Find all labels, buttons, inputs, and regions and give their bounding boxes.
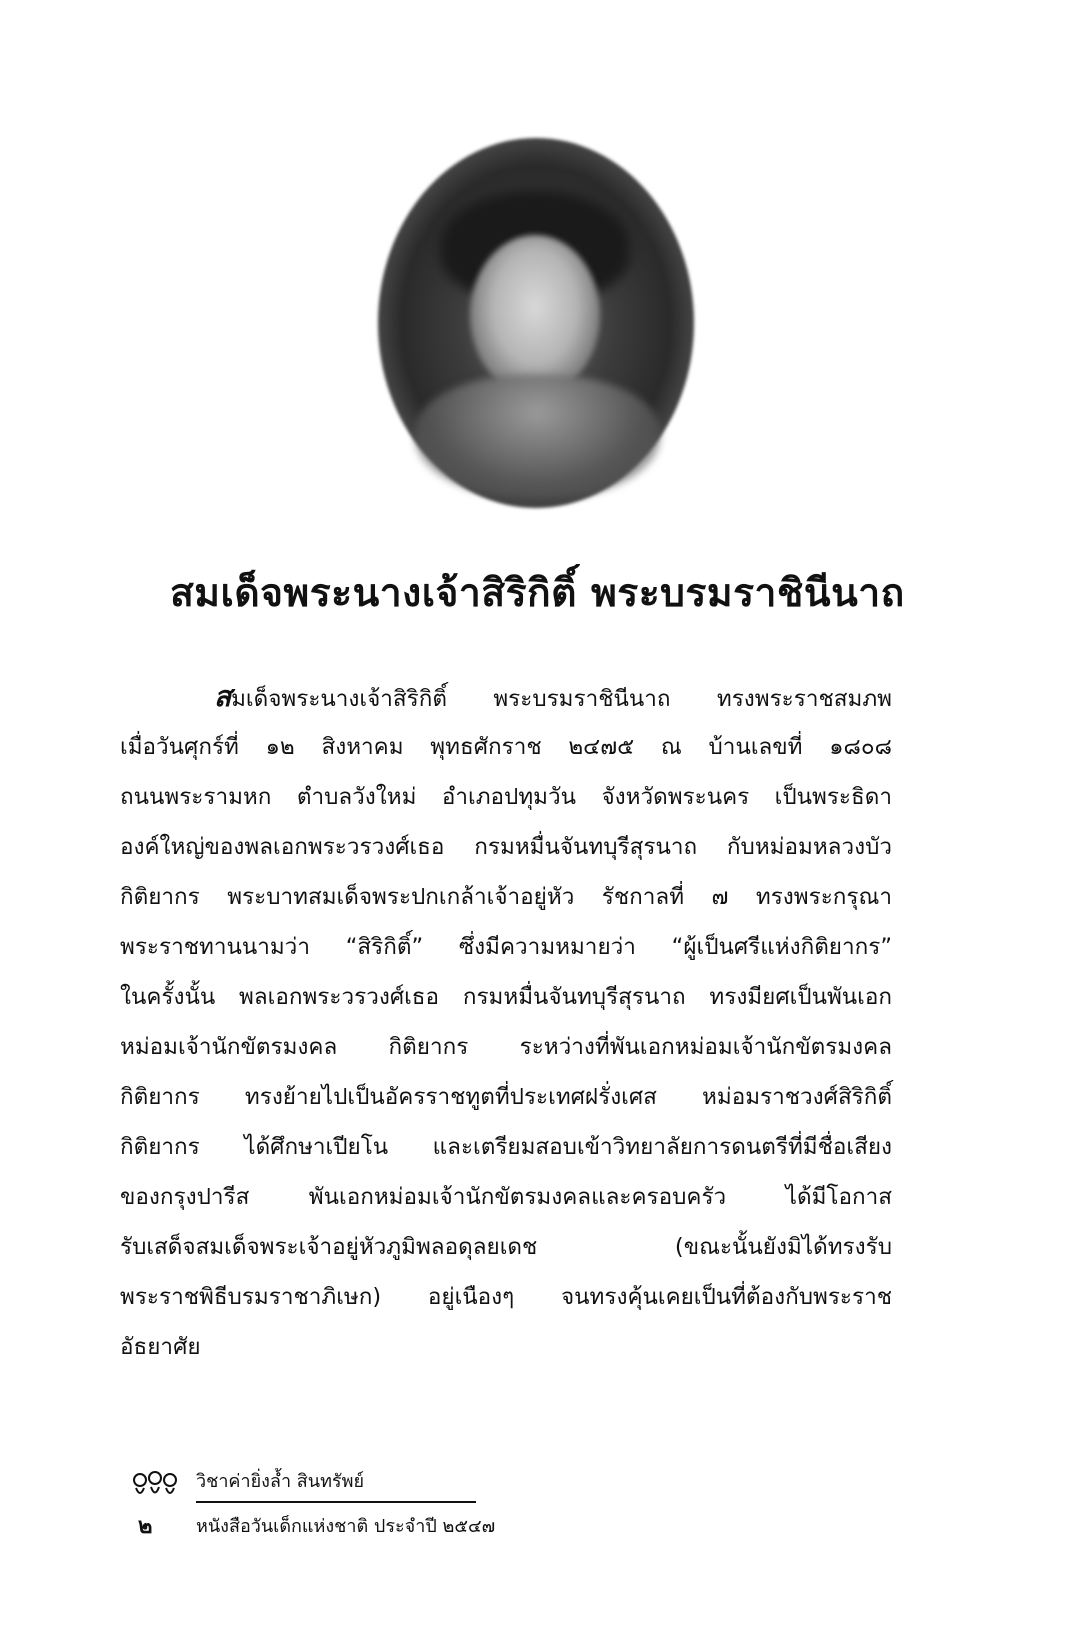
children-logo-icon [130,1470,180,1500]
body-line: ถนนพระรามหก ตำบลวังใหม่ อำเภอปทุมวัน จังหวัดพระนคร เป็นพระธิดา [120,784,892,810]
body-line-text: มเด็จพระนางเจ้าสิริกิติ์ พระบรมราชินีนาถ ทรงพระราชสมภพ [231,686,892,712]
body-line: เมื่อวันศุกร์ที่ ๑๒ สิงหาคม พุทธศักราช ๒๔๗๕ ณ บ้านเลขที่ ๑๘๐๘ [120,734,892,760]
body-line: อัธยาศัย [120,1334,201,1360]
body-line: กิติยากร ทรงย้ายไปเป็นอัครราชทูตที่ประเทศฝรั่งเศส หม่อมราชวงศ์สิริกิติ์ [120,1084,892,1110]
portrait-face [470,235,600,395]
body-line: องค์ใหญ่ของพลเอกพระวรวงศ์เธอ กรมหมื่นจันทบุรีสุรนาถ กับหม่อมหลวงบัว [120,834,892,860]
body-line: กิติยากร พระบาทสมเด็จพระปกเกล้าเจ้าอยู่หัว รัชกาลที่ ๗ ทรงพระกรุณา [120,884,892,910]
page-title: สมเด็จพระนางเจ้าสิริกิติ์ พระบรมราชินีนาถ [170,571,905,616]
body-line: พระราชทานนามว่า “สิริกิติ์” ซึ่งมีความหมายว่า “ผู้เป็นศรีแห่งกิติยากร” [120,934,892,960]
body-line: พระราชพิธีบรมราชาภิเษก) อยู่เนืองๆ จนทรงคุ้นเคยเป็นที่ต้องกับพระราช [120,1284,892,1310]
drop-cap: ส [214,680,232,713]
portrait-shoulders [415,375,660,500]
page-number: ๒ [138,1514,153,1539]
body-line: กิติยากร ได้ศึกษาเปียโน และเตรียมสอบเข้าวิทยาลัยการดนตรีที่มีชื่อเสียง [120,1134,892,1160]
footer-series: วิชาค่ายิ่งล้ำ สินทรัพย์ [196,1469,476,1503]
body-text [120,672,892,1372]
body-line: ในครั้งนั้น พลเอกพระวรวงศ์เธอ กรมหมื่นจันทบุรีสุรนาถ ทรงมียศเป็นพันเอก [120,984,892,1010]
body-line: หม่อมเจ้านักขัตรมงคล กิติยากร ระหว่างที่พันเอกหม่อมเจ้านักขัตรมงคล [120,1034,892,1060]
footer-book-title: หนังสือวันเด็กแห่งชาติ ประจำปี ๒๕๔๗ [196,1516,496,1537]
body-line [120,672,892,722]
body-line: รับเสด็จสมเด็จพระเจ้าอยู่หัวภูมิพลอดุลยเดช (ขณะนั้นยังมิได้ทรงรับ [120,1234,892,1260]
body-line: ของกรุงปารีส พันเอกหม่อมเจ้านักขัตรมงคลและครอบครัว ได้มีโอกาส [120,1184,892,1210]
